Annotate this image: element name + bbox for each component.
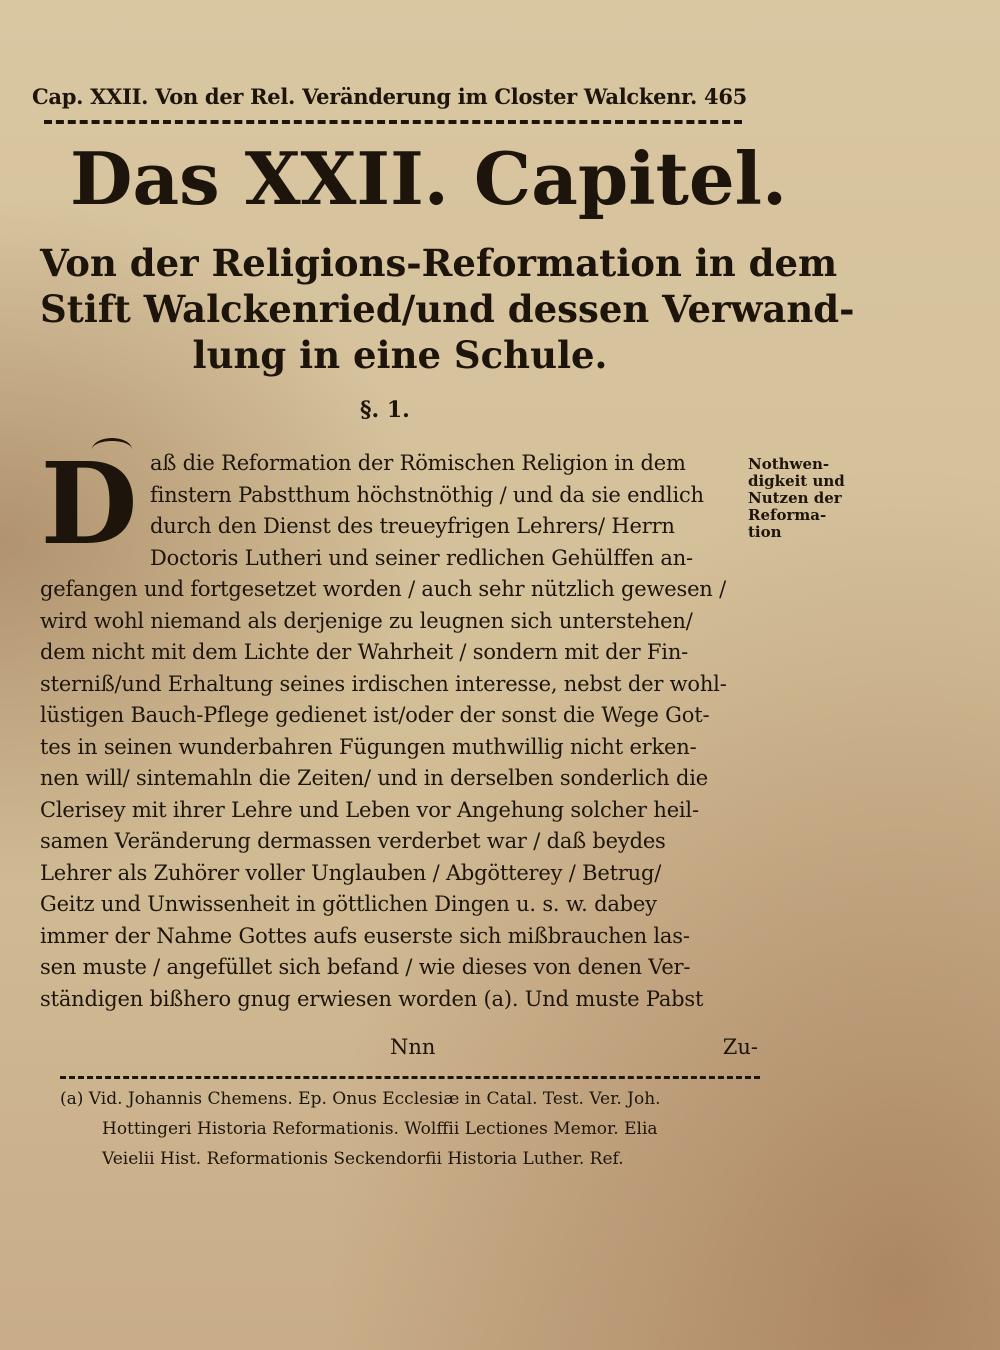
body-line: Doctoris Lutheri und seiner redlichen Gehülffen an-	[150, 545, 693, 570]
footnote-line: Hottingeri Historia Reformationis. Wolffii Lectiones Memor. Elia	[102, 1119, 658, 1139]
body-line: dem nicht mit dem Lichte der Wahrheit / sondern mit der Fin-	[40, 640, 689, 664]
body-line: nen will/ sintemahln die Zeiten/ und in derselben sonderlich die	[40, 766, 708, 790]
body-line: ständigen bißhero gnug erwiesen worden (a). Und muste Pabst	[40, 986, 704, 1011]
body-line: lüstigen Bauch-Pflege gedienet ist/oder der sonst die Wege Got-	[40, 703, 710, 727]
body-line: sterniß/und Erhaltung seines irdischen interesse, nebst der wohl-	[40, 671, 727, 696]
margin-note	[748, 456, 848, 541]
catchword: Zu-	[722, 1035, 758, 1059]
margin-note-line: digkeit und	[748, 472, 845, 490]
margin-note-line: Nutzen der	[748, 489, 842, 507]
footnote-line: (a) Vid. Johannis Chemens. Ep. Onus Ecclesiæ in Catal. Test. Ver. Joh.	[60, 1089, 661, 1109]
running-header: Cap. XXII. Von der Rel. Veränderung im Closter Walckenr. 465	[32, 84, 747, 109]
body-line: Clerisey mit ihrer Lehre und Leben vor Angehung solcher heil-	[40, 797, 699, 822]
drop-cap: D	[40, 439, 138, 570]
body-line: wird wohl niemand als derjenige zu leugnen sich unterstehen/	[40, 608, 693, 633]
footnote	[60, 1084, 780, 1174]
body-line: sen muste / angefüllet sich befand / wie dieses von denen Ver-	[40, 955, 691, 979]
chapter-title: Das XXII. Capitel.	[70, 136, 788, 221]
section-number: §. 1.	[360, 397, 410, 423]
chapter-subtitle	[40, 240, 855, 378]
body-line: samen Veränderung dermassen verderbet war / daß beydes	[40, 829, 666, 853]
header-rule	[44, 120, 742, 124]
body-paragraph	[40, 439, 760, 1015]
subtitle-line: Von der Religions-Reformation in dem	[40, 241, 838, 285]
footnote-rule	[60, 1076, 760, 1079]
body-line: immer der Nahme Gottes aufs euserste sich mißbrauchen las-	[40, 923, 690, 948]
body-line: Geitz und Unwissenheit in göttlichen Dingen u. s. w. dabey	[40, 892, 657, 916]
body-line: gefangen und fortgesetzet worden / auch sehr nützlich gewesen /	[40, 577, 726, 601]
margin-note-line: tion	[748, 523, 782, 541]
page-foot-line	[40, 1035, 758, 1065]
margin-note-line: Nothwen-	[748, 455, 830, 473]
body-line: finstern Pabstthum höchstnöthig / und da sie endlich	[150, 482, 704, 507]
body-line: durch den Dienst des treueyfrigen Lehrers/ Herrn	[150, 514, 675, 538]
margin-note-line: Reforma-	[748, 506, 827, 524]
body-line: tes in seinen wunderbahren Fügungen muthwillig nicht erken-	[40, 734, 697, 759]
subtitle-line: lung in eine Schule.	[192, 333, 608, 377]
body-line: Lehrer als Zuhörer voller Unglauben / Abgötterey / Betrug/	[40, 860, 662, 885]
signature-mark: Nnn	[390, 1035, 436, 1059]
subtitle-line: Stift Walckenried/und dessen Verwand-	[40, 287, 855, 331]
body-line: aß die Reformation der Römischen Religion in dem	[150, 451, 686, 475]
footnote-line: Veielii Hist. Reformationis Seckendorfii Historia Luther. Ref.	[102, 1149, 624, 1169]
